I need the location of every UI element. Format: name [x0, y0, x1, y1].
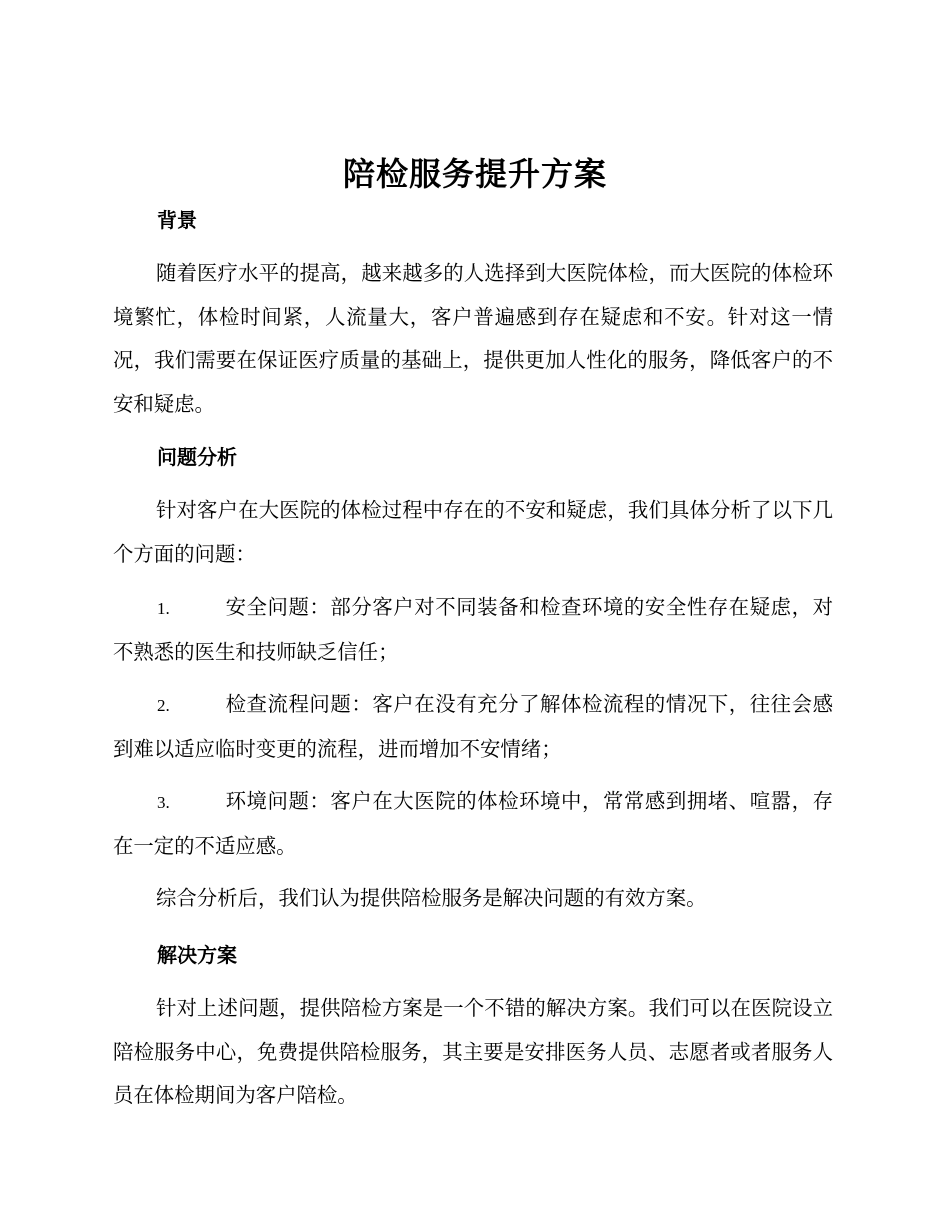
section-heading-background: 背景: [157, 208, 197, 232]
list-number: 1.: [157, 599, 170, 618]
document-title: 陪检服务提升方案: [342, 155, 607, 193]
list-item-text: 检查流程问题：客户在没有充分了解体检流程的情况下，往往会感到难以适应临时变更的流程，进而增加不安情绪；: [113, 692, 833, 761]
list-number: 2.: [157, 696, 170, 715]
analysis-intro-paragraph: 针对客户在大医院的体检过程中存在的不安和疑虑，我们具体分析了以下几个方面的问题：: [113, 498, 833, 566]
solution-paragraph: 针对上述问题，提供陪检方案是一个不错的解决方案。我们可以在医院设立陪检服务中心，免费提供陪检服务，其主要是安排医务人员、志愿者或者服务人员在体检期间为客户陪检。: [113, 996, 833, 1107]
list-item-text: 安全问题：部分客户对不同装备和检查环境的安全性存在疑虑，对不熟悉的医生和技师缺乏信任；: [113, 595, 833, 664]
analysis-conclusion-paragraph: 综合分析后，我们认为提供陪检服务是解决问题的有效方案。: [156, 886, 707, 910]
list-item-1: [113, 586, 833, 674]
section-heading-analysis: 问题分析: [157, 445, 237, 469]
list-item-text: 环境问题：客户在大医院的体检环境中，常常感到拥堵、喧嚣，存在一定的不适应感。: [113, 789, 833, 858]
section-heading-solution: 解决方案: [157, 943, 237, 967]
background-paragraph: 随着医疗水平的提高，越来越多的人选择到大医院体检，而大医院的体检环境繁忙，体检时间紧，人流量大，客户普遍感到存在疑虑和不安。针对这一情况，我们需要在保证医疗质量的基础上，提供更加人性化的服务，降低客户的不安和疑虑。: [113, 261, 833, 416]
list-item-3: [113, 780, 833, 868]
list-item-2: [113, 683, 833, 771]
list-number: 3.: [157, 793, 170, 812]
